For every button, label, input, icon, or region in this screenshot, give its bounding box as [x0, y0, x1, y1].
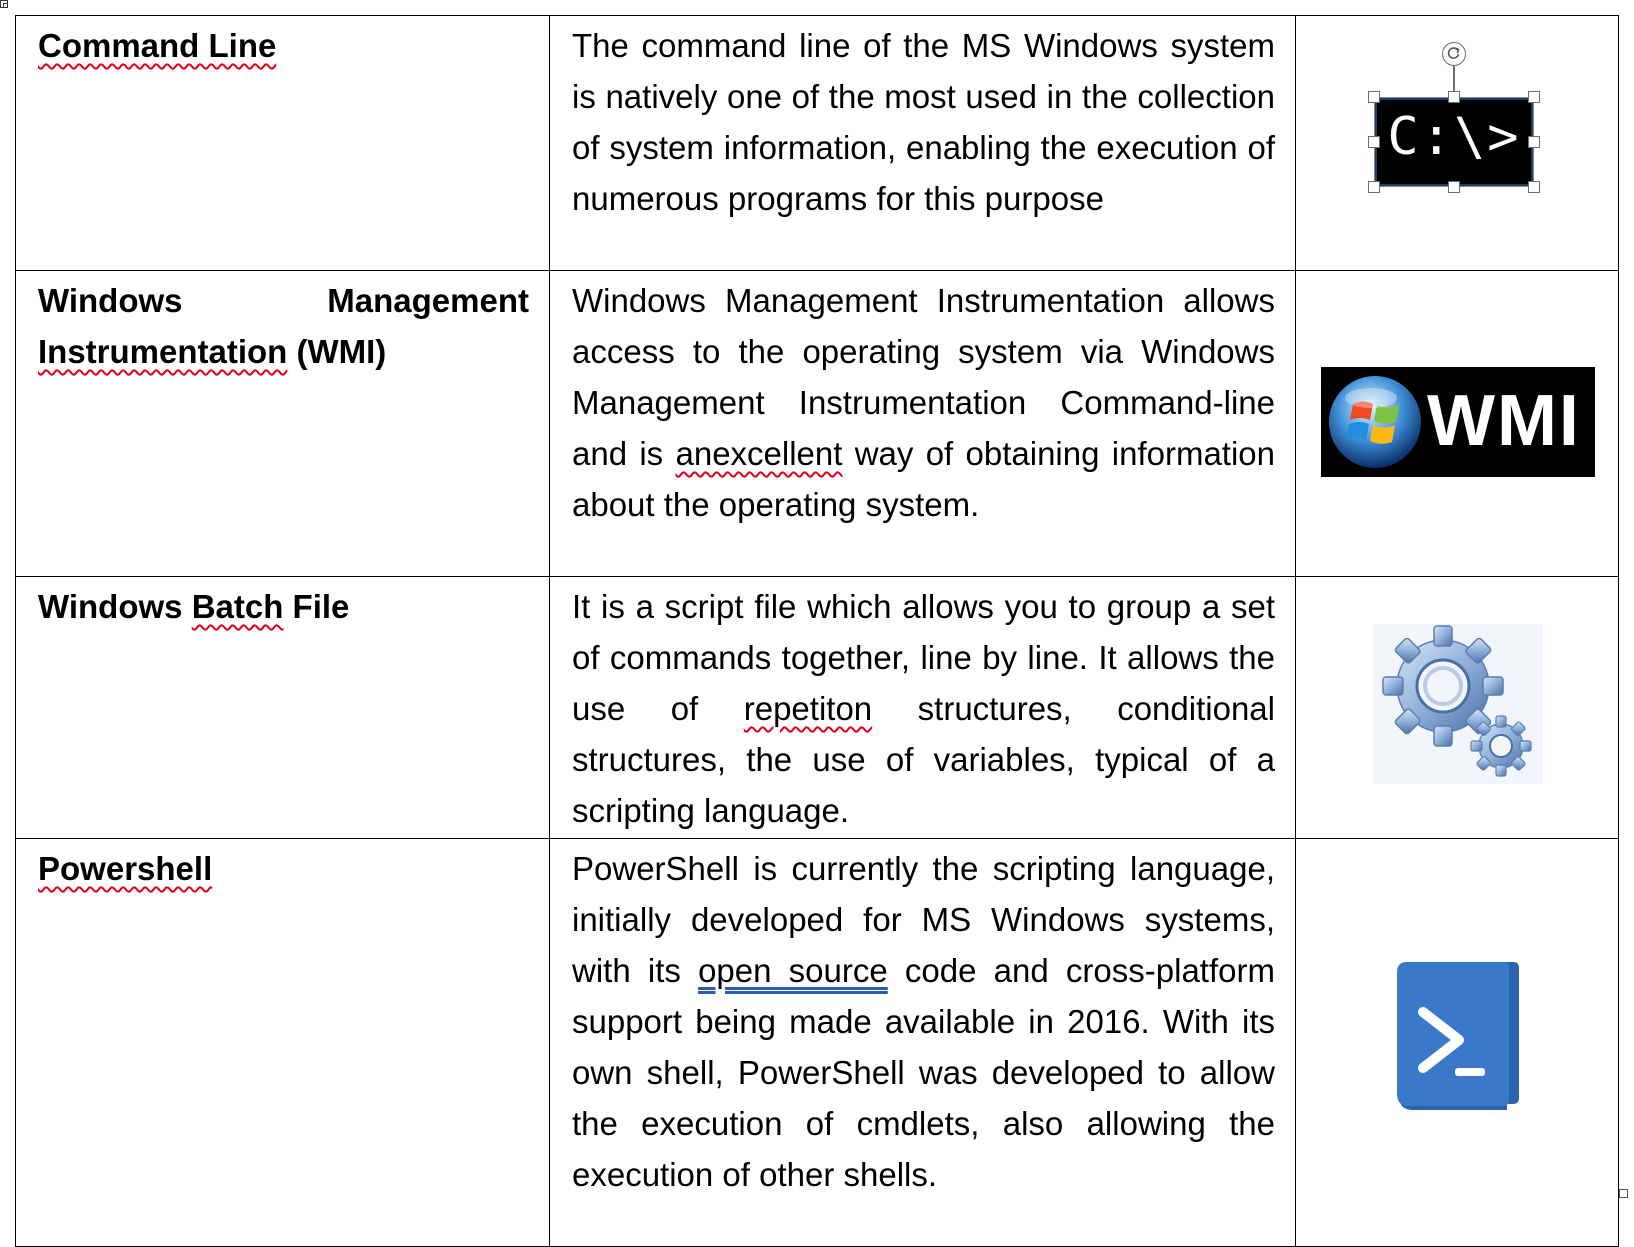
resize-handle[interactable]: [1528, 91, 1540, 103]
gears-icon: [1373, 624, 1543, 784]
table-resize-handle[interactable]: [1619, 1189, 1628, 1198]
resize-handle[interactable]: [1368, 91, 1380, 103]
table-row: [16, 839, 1619, 1247]
resize-handle[interactable]: [1528, 136, 1540, 148]
description-text: Windows Management Instrumentation allows access to the operating system via Windows Management Instrumentation Command-line and is: [572, 282, 1275, 472]
description-cell: [550, 839, 1296, 1247]
powershell-icon: [1395, 960, 1523, 1120]
description-cell: [550, 577, 1296, 839]
resize-handle[interactable]: [1528, 181, 1540, 193]
description-text: way of obtaining information about the operating system.: [572, 435, 1276, 523]
rotate-handle-icon[interactable]: [1442, 42, 1466, 66]
document-table: [15, 15, 1619, 1247]
term-word: Batch: [191, 588, 284, 625]
term-word: Windows: [38, 588, 192, 625]
term-powershell: Powershell: [38, 850, 213, 887]
term-word: File: [283, 588, 350, 625]
description-text: PowerShell is currently the scripting language, initially developed for MS Windows systems, with its: [572, 850, 1275, 989]
term-cell: [16, 839, 550, 1247]
description-text: code and cross-platform support being made available in 2016. With its own shell, PowerShell was developed to allow the execution of cmdlets, also allowing the execution of other shells.: [572, 952, 1275, 1193]
description-text: It is a script file which allows you to group a set of commands together, line by line. It allows the use of: [572, 588, 1275, 727]
term-word: Instrumentation: [38, 333, 288, 370]
term-cell: [16, 271, 550, 577]
resize-handle[interactable]: [1448, 91, 1460, 103]
icon-cell: [1296, 271, 1619, 577]
resize-handle[interactable]: [1368, 181, 1380, 193]
term-cell: [16, 577, 550, 839]
resize-handle[interactable]: [1368, 136, 1380, 148]
icon-cell: [1296, 839, 1619, 1247]
resize-handle[interactable]: [1448, 181, 1460, 193]
selection-frame: [1374, 97, 1534, 187]
table-row: [16, 271, 1619, 577]
description-text: structures, conditional structures, the use of variables, typical of a scripting language.: [572, 690, 1275, 829]
wmi-logo-icon: [1321, 367, 1595, 477]
misspelled-word: anexcellent: [675, 435, 843, 472]
wmi-label: WMI: [1427, 381, 1581, 461]
term-cell: [16, 16, 550, 271]
term-word: (WMI): [296, 333, 387, 370]
icon-cell: [1296, 577, 1619, 839]
term-word: Management: [327, 282, 529, 319]
icon-cell: [1296, 16, 1619, 271]
term-word: Windows: [38, 282, 183, 319]
table-row: [16, 16, 1619, 271]
term-command-line: Command Line: [38, 27, 277, 64]
table-move-handle[interactable]: [0, 0, 8, 8]
description-cell: The command line of the MS Windows system is natively one of the most used in the collection of system information, enabling the execution of numerous programs for this purpose: [550, 16, 1296, 271]
windows-orb-icon: [1327, 374, 1423, 470]
table-row: [16, 577, 1619, 839]
command-prompt-text: C:\>: [1387, 107, 1521, 167]
open-source-link[interactable]: open source: [698, 952, 888, 989]
description-cell: [550, 271, 1296, 577]
misspelled-word: repetiton: [743, 690, 873, 727]
